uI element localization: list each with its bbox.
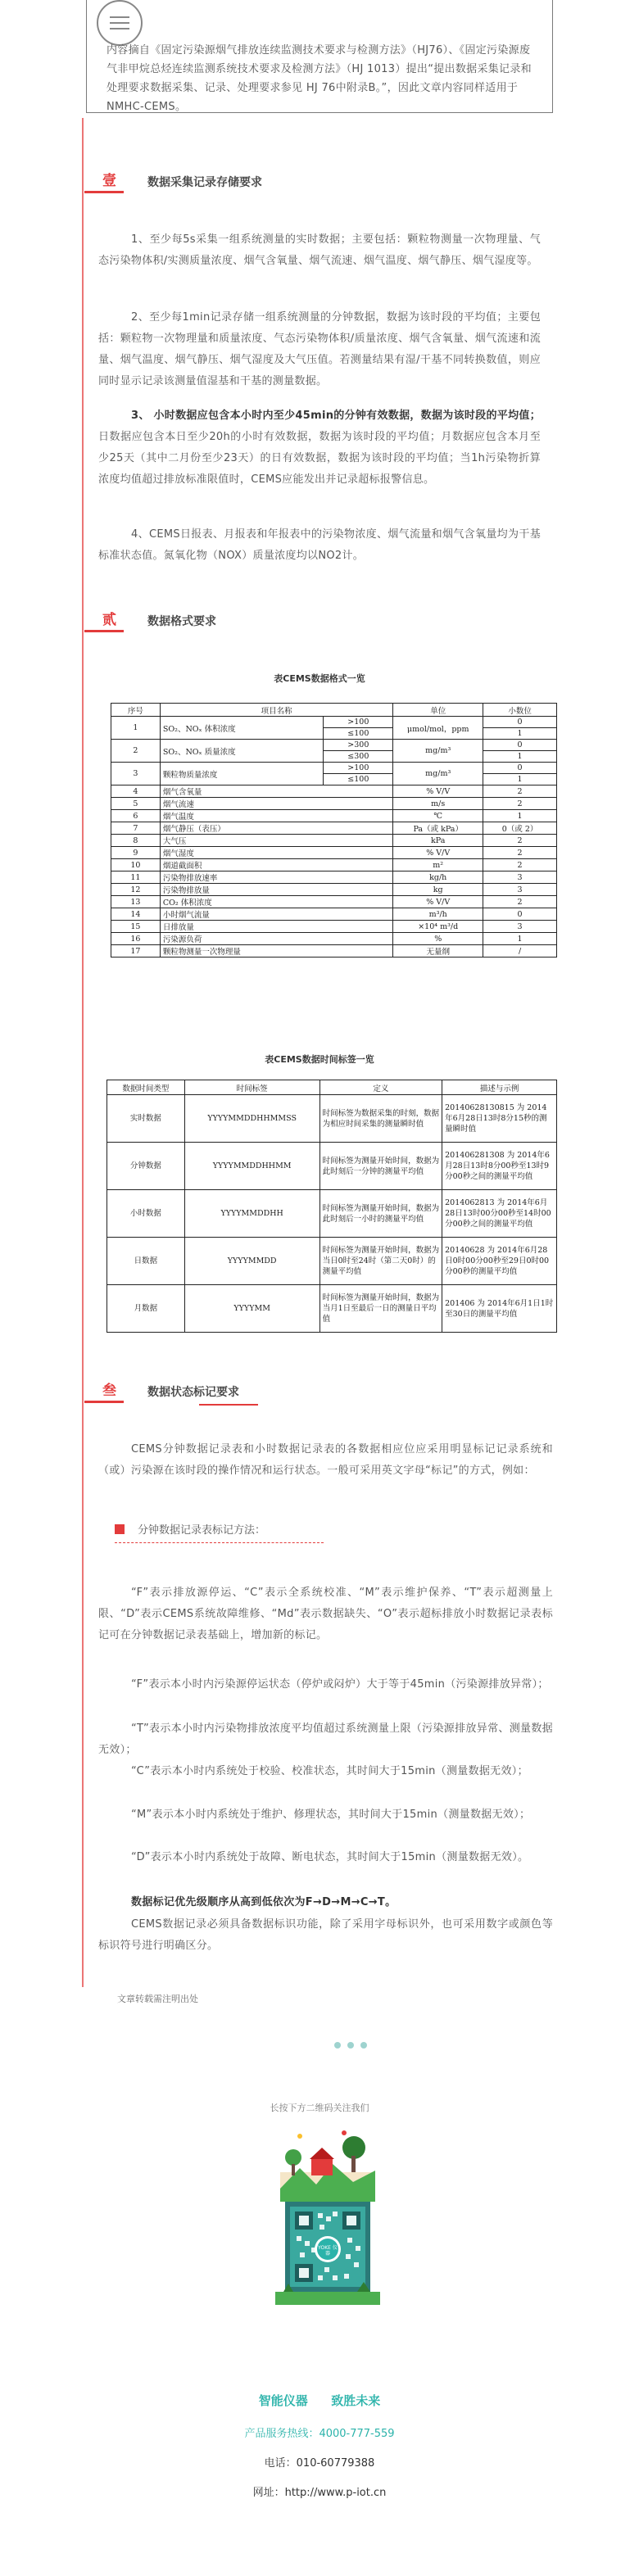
table2-cell: 20140628130815 为 2014年6月28日13时8分15秒的测量瞬时值 (442, 1095, 557, 1143)
table1-cell: 烟气静压（表压） (160, 822, 392, 835)
table1-cell: 0 (483, 740, 557, 751)
section1-underline (84, 191, 124, 193)
table1-cell: 2 (483, 859, 557, 871)
section2-number: 贰 (102, 612, 116, 628)
table2-cell: 时间标签为测量开始时间，数据为当月1日至最后一日的测量日平均值 (320, 1285, 442, 1333)
table1-cell: 2 (111, 740, 161, 763)
table1-header: 单位 (393, 704, 483, 717)
table1-cell: 3 (483, 921, 557, 933)
table1-cell: 15 (111, 921, 161, 933)
table1-cell: % V/V (393, 896, 483, 908)
table1-cell: 5 (111, 798, 161, 810)
table1-cell: 颗粒物测量一次物理量 (160, 945, 392, 958)
table1-cell: 2 (483, 835, 557, 847)
table1-cell: 14 (111, 908, 161, 921)
table1-cell: 9 (111, 847, 161, 859)
table2-cell: 20140628 为 2014年6月28日0时00分00秒至29日0时00分00秒的测量平均值 (442, 1238, 557, 1285)
table1-header: 项目名称 (160, 704, 392, 717)
pagination-dot (347, 2042, 354, 2049)
website-link[interactable]: 网址：http://www.p-iot.cn (252, 2487, 387, 2499)
table1-cell: 4 (111, 785, 161, 798)
table1-row (111, 945, 557, 958)
table1-cell: 3 (111, 763, 161, 785)
table1-cell: 烟气温度 (160, 810, 392, 822)
table2-cell: 时间标签为测量开始时间，数据为当日0时至24时（第二天0时）的测量平均值 (320, 1238, 442, 1285)
table2-cell: 日数据 (107, 1238, 185, 1285)
tip-title: 分钟数据记录表标记方法： (138, 1524, 266, 1537)
table1-cell: ×10⁴ m³/d (393, 921, 483, 933)
table1-cell: 烟气含氧量 (160, 785, 392, 798)
table1-cell: 小时烟气流量 (160, 908, 392, 921)
section3-number: 叁 (102, 1383, 116, 1399)
table1-cell: 2 (483, 896, 557, 908)
table1-cell: 0 (483, 763, 557, 774)
mark-description-5: “M”表示本小时内系统处于维护、修理状态，其时间大于15min（测量数据无效）； (131, 1809, 531, 1821)
section1-paragraph-3 (98, 405, 541, 491)
table2-row (107, 1238, 557, 1285)
table1-row (111, 717, 557, 728)
table1-cell: kPa (393, 835, 483, 847)
table1-row (111, 798, 557, 810)
table1-cell: 1 (483, 810, 557, 822)
table1-row (111, 740, 557, 751)
table2-cell: 时间标签为数据采集的时刻，数据为相应时间采集的测量瞬时值 (320, 1095, 442, 1143)
table1-cell: >100 (324, 717, 393, 728)
table1-cell: 污染源负荷 (160, 933, 392, 945)
left-accent-line (82, 118, 84, 1987)
section3-title: 数据状态标记要求 (147, 1386, 239, 1399)
intro-text: 内容摘自《固定污染源烟气排放连续监测技术要求与检测方法》（HJ76）、《固定污染源废气非甲烷总烃连续监测系统技术要求及检测方法》（HJ 1013）提出“提出数据采集记录和处理要求数据采集、记录、处理要求参见 HJ 76中附录B。”，因此文章内容同样适用于NMHC-CEMS。 (106, 44, 532, 113)
table1-cell: 6 (111, 810, 161, 822)
table1-cell: 1 (483, 728, 557, 740)
table1-cell: 1 (483, 933, 557, 945)
table1-cell: 污染物排放速率 (160, 871, 392, 884)
table1-cell: kg (393, 884, 483, 896)
table1-cell: 1 (483, 751, 557, 763)
table1-cell: 颗粒物质量浓度 (160, 763, 324, 785)
table1-header: 小数位 (483, 704, 557, 717)
table1-cell: μmol/mol，ppm (393, 717, 483, 740)
table1-cell: 16 (111, 933, 161, 945)
table2-cell: YYYYMMDDHHMM (184, 1143, 320, 1190)
table1-cell: mg/m³ (393, 740, 483, 763)
table1-cell: CO₂ 体积浓度 (160, 896, 392, 908)
table1-cell: m/s (393, 798, 483, 810)
table1-cell: % V/V (393, 785, 483, 798)
section1-paragraph-3-bold: 3、 小时数据应包含本小时内至少45min的分钟有效数据，数据为该时段的平均值； (131, 410, 541, 422)
priority-order: 数据标记优先级顺序从高到低依次为F→D→M→C→T。 (131, 1896, 397, 1908)
service-hotline: 产品服务热线：4000-777-559 (244, 2428, 395, 2440)
table1-cell: 0 (483, 717, 557, 728)
pagination-dot (360, 2042, 367, 2049)
table1-cell: 无量纲 (393, 945, 483, 958)
section1-paragraph-4: 4、CEMS日报表、月报表和年报表中的污染物浓度、烟气流量和烟气含氧量均为干基标准状态值。氮氧化物（NOX）质量浓度均以NO2计。 (98, 528, 541, 562)
table1-cell: m² (393, 859, 483, 871)
table2-cell: 实时数据 (107, 1095, 185, 1143)
section3-underline (84, 1401, 124, 1403)
mark-description-1: “F”表示排放源停运、“C”表示全系统校准、“M”表示维护保养、“T”表示超测量上限、“D”表示CEMS系统故障维修、“Md”表示数据缺失、“O”表示超标排放小时数据记录表标记可在分钟数据记录表基础上，增加新的标记。 (98, 1587, 553, 1641)
table1-cell: mg/m³ (393, 763, 483, 785)
table2-cell: YYYYMMDDHHMMSS (184, 1095, 320, 1143)
section1-title: 数据采集记录存储要求 (147, 176, 262, 189)
table1-cell: 8 (111, 835, 161, 847)
table1-cell: kg/h (393, 871, 483, 884)
section1-number: 壹 (102, 173, 116, 189)
table1-cell: ≤100 (324, 774, 393, 785)
mark-description-4: “C”表示本小时内系统处于校验、校准状态，其时间大于15min（测量数据无效）； (131, 1765, 528, 1777)
time-label-table (106, 1080, 557, 1333)
table1-cell: 大气压 (160, 835, 392, 847)
table2-header: 数据时间类型 (107, 1080, 185, 1095)
tip-dashed-line (115, 1542, 324, 1543)
table1-cell: ≤100 (324, 728, 393, 740)
table2-header: 时间标签 (184, 1080, 320, 1095)
table1-row (111, 763, 557, 774)
qr-code-illustration[interactable] (275, 2123, 380, 2340)
table2-cell: 时间标签为测量开始时间，数据为此时刻后一小时的测量平均值 (320, 1190, 442, 1238)
table1-header: 序号 (111, 704, 161, 717)
table1-row (111, 933, 557, 945)
table1-row (111, 859, 557, 871)
table1-cell: 11 (111, 871, 161, 884)
table1-row (111, 896, 557, 908)
section1-paragraph-1: 1、至少每5s采集一组系统测量的实时数据；主要包括：颗粒物测量一次物理量、气态污染物体积/实测质量浓度、烟气含氧量、烟气流速、烟气温度、烟气静压、烟气湿度等。 (98, 233, 541, 267)
tip-marker-icon (115, 1524, 125, 1534)
table2-header: 描述与示例 (442, 1080, 557, 1095)
section1-paragraph-2: 2、至少每1min记录存储一组系统测量的分钟数据，数据为该时段的平均值；主要包括：颗粒物一次物理量和质量浓度、气态污染物体积/质量浓度、烟气含氧量、烟气流速和流量、烟气温度、烟气静压、烟气湿度及大气压值。若测量结果有湿/干基不同转换数值，则应同时显示记录该测量值湿基和干基的测量数据。 (98, 311, 541, 387)
table1-cell: ≤300 (324, 751, 393, 763)
table1-row (111, 785, 557, 798)
table2-cell: 时间标签为测量开始时间，数据为此时刻后一分钟的测量平均值 (320, 1143, 442, 1190)
qr-center-label: YOKE 仪器 (318, 2245, 338, 2257)
table1-cell: 烟气流速 (160, 798, 392, 810)
table1-cell: 13 (111, 896, 161, 908)
table1-cell: / (483, 945, 557, 958)
table2-cell: YYYYMMDD (184, 1238, 320, 1285)
table1-cell: Pa（或 kPa） (393, 822, 483, 835)
table2-row (107, 1285, 557, 1333)
table1-row (111, 884, 557, 896)
phone: 电话：010-60779388 (264, 2457, 375, 2470)
data-format-table (111, 703, 557, 958)
table2-cell: 月数据 (107, 1285, 185, 1333)
slogan (0, 2392, 639, 2409)
table1-cell: ℃ (393, 810, 483, 822)
table1-cell: 日排放量 (160, 921, 392, 933)
table2-cell: YYYYMMDDHH (184, 1190, 320, 1238)
table2-cell: 201406281308 为 2014年6月28日13时8分00秒至13时9分00秒之间的测量平均值 (442, 1143, 557, 1190)
table2-row (107, 1143, 557, 1190)
table1-cell: SO₂、NOₓ 体积浓度 (160, 717, 324, 740)
section2-title: 数据格式要求 (147, 615, 216, 628)
table2-cell: 2014062813 为 2014年6月28日13时00分00秒至14时00分00秒之间的测量平均值 (442, 1190, 557, 1238)
table1-cell: 1 (483, 774, 557, 785)
table1-cell: 7 (111, 822, 161, 835)
table1-row (111, 835, 557, 847)
table1-cell: 10 (111, 859, 161, 871)
table1-cell: 3 (483, 884, 557, 896)
source-note: 文章转载需注明出处 (117, 1994, 198, 2004)
table1-title: 表CEMS数据格式一览 (274, 673, 365, 684)
table1-row (111, 921, 557, 933)
table2-title: 表CEMS数据时间标签一览 (265, 1054, 374, 1065)
table1-cell: 烟道截面积 (160, 859, 392, 871)
table1-cell: 2 (483, 847, 557, 859)
table1-row (111, 908, 557, 921)
pagination-dot (334, 2042, 341, 2049)
table1-cell: 污染物排放量 (160, 884, 392, 896)
section3-intro: CEMS分钟数据记录表和小时数据记录表的各数据相应位应采用明显标记记录系统和（或）污染源在该时段的操作情况和运行状态。一般可采用英文字母“标记”的方式，例如： (98, 1443, 553, 1477)
table1-cell: 2 (483, 785, 557, 798)
table2-cell: 小时数据 (107, 1190, 185, 1238)
mark-description-2: “F”表示本小时内污染源停运状态（停炉或闷炉）大于等于45min（污染源排放异常）； (131, 1678, 549, 1691)
table2-cell: YYYYMM (184, 1285, 320, 1333)
table1-cell: 烟气湿度 (160, 847, 392, 859)
table2-header: 定义 (320, 1080, 442, 1095)
mark-description-6: “D”表示本小时内系统处于故障、断电状态，其时间大于15min（测量数据无效）。 (131, 1851, 529, 1863)
table2-cell: 201406 为 2014年6月1日1时至30日的测量平均值 (442, 1285, 557, 1333)
table1-cell: 1 (111, 717, 161, 740)
table1-cell: % (393, 933, 483, 945)
section3-title-underline (199, 1404, 258, 1406)
table1-cell: 12 (111, 884, 161, 896)
table2-row (107, 1095, 557, 1143)
slogan-part-2: 致胜未来 (331, 2393, 381, 2408)
table2-row (107, 1190, 557, 1238)
section1-paragraph-3-rest: 日数据应包含本日至少20h的小时有效数据，数据为该时段的平均值；月数据应包含本月至少25天（其中二月份至少23天）的日有效数据，数据为该时段的平均值；当1h污染物折算浓度均值超过排放标准限值时，CEMS应能发出并记录超标报警信息。 (98, 431, 541, 486)
press-hint: 长按下方二维码关注我们 (270, 2103, 369, 2113)
section2-underline (84, 630, 124, 632)
table1-cell: >100 (324, 763, 393, 774)
table1-cell: m³/h (393, 908, 483, 921)
mark-description-3: “T”表示本小时内污染物排放浓度平均值超过系统测量上限（污染源排放异常、测量数据无效）； (98, 1723, 553, 1756)
slogan-part-1: 智能仪器 (258, 2393, 308, 2408)
section3-last-paragraph: CEMS数据记录必须具备数据标识功能，除了采用字母标识外，也可采用数字或颜色等标识符号进行明确区分。 (98, 1918, 553, 1952)
table1-cell: 3 (483, 871, 557, 884)
table1-row (111, 822, 557, 835)
table1-cell: 17 (111, 945, 161, 958)
table1-row (111, 871, 557, 884)
table1-cell: 0 (483, 908, 557, 921)
table1-cell: 0（或 2） (483, 822, 557, 835)
table2-cell: 分钟数据 (107, 1143, 185, 1190)
table1-cell: 2 (483, 798, 557, 810)
table1-cell: % V/V (393, 847, 483, 859)
table1-cell: SO₂、NOₓ 质量浓度 (160, 740, 324, 763)
table1-row (111, 810, 557, 822)
quote-bubble-icon (97, 0, 143, 46)
table1-cell: >300 (324, 740, 393, 751)
table1-row (111, 847, 557, 859)
